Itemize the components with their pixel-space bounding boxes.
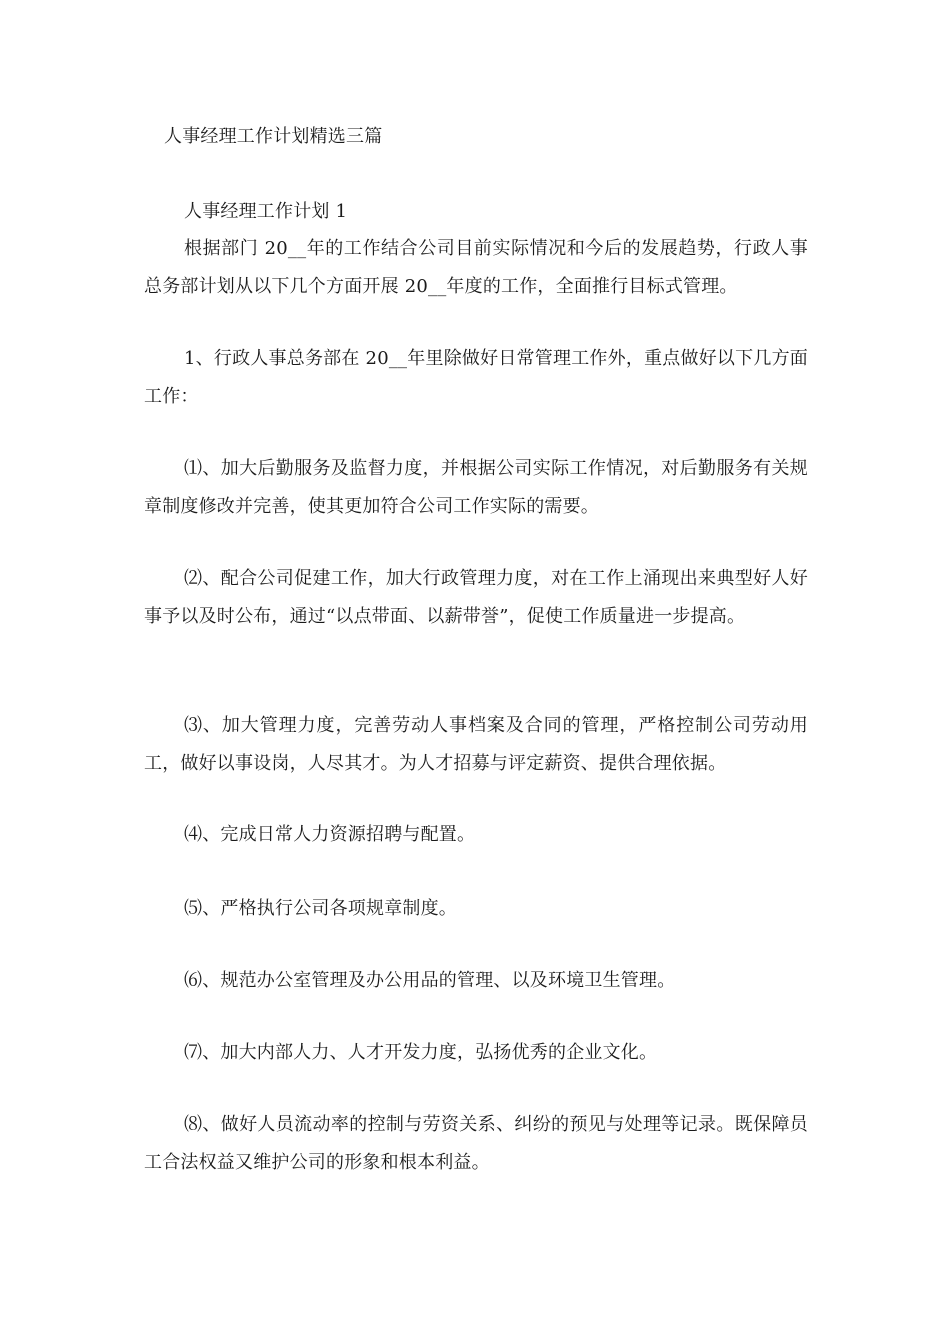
list-item: ⑷、完成日常人力资源招聘与配置。 — [184, 824, 476, 845]
document-title: 人事经理工作计划精选三篇 — [164, 126, 383, 147]
intro-paragraph: 根据部门 20__年的工作结合公司目前实际情况和今后的发展趋势，行政人事总务部计划从以下几个方面开展 20__年度的工作，全面推行目标式管理。 — [144, 238, 808, 297]
list-item: ⑴、加大后勤服务及监督力度，并根据公司实际工作情况，对后勤服务有关规章制度修改并完善，使其更加符合公司工作实际的需要。 — [144, 458, 808, 517]
section-heading: 人事经理工作计划 1 — [184, 201, 348, 222]
list-item: ⑹、规范办公室管理及办公用品的管理、以及环境卫生管理。 — [184, 970, 676, 991]
list-item: ⑶、加大管理力度，完善劳动人事档案及合同的管理，严格控制公司劳动用工，做好以事设岗，人尽其才。为人才招募与评定薪资、提供合理依据。 — [144, 715, 808, 774]
list-item: ⑻、做好人员流动率的控制与劳资关系、纠纷的预见与处理等记录。既保障员工合法权益又维护公司的形象和根本利益。 — [144, 1114, 808, 1173]
list-item: ⑵、配合公司促建工作，加大行政管理力度，对在工作上涌现出来典型好人好事予以及时公布，通过“以点带面、以薪带誉”，促使工作质量进一步提高。 — [144, 568, 808, 627]
point-1-paragraph: 1、行政人事总务部在 20__年里除做好日常管理工作外，重点做好以下几方面工作： — [144, 348, 808, 407]
list-item: ⑺、加大内部人力、人才开发力度，弘扬优秀的企业文化。 — [184, 1042, 658, 1063]
list-item: ⑸、严格执行公司各项规章制度。 — [184, 898, 457, 919]
